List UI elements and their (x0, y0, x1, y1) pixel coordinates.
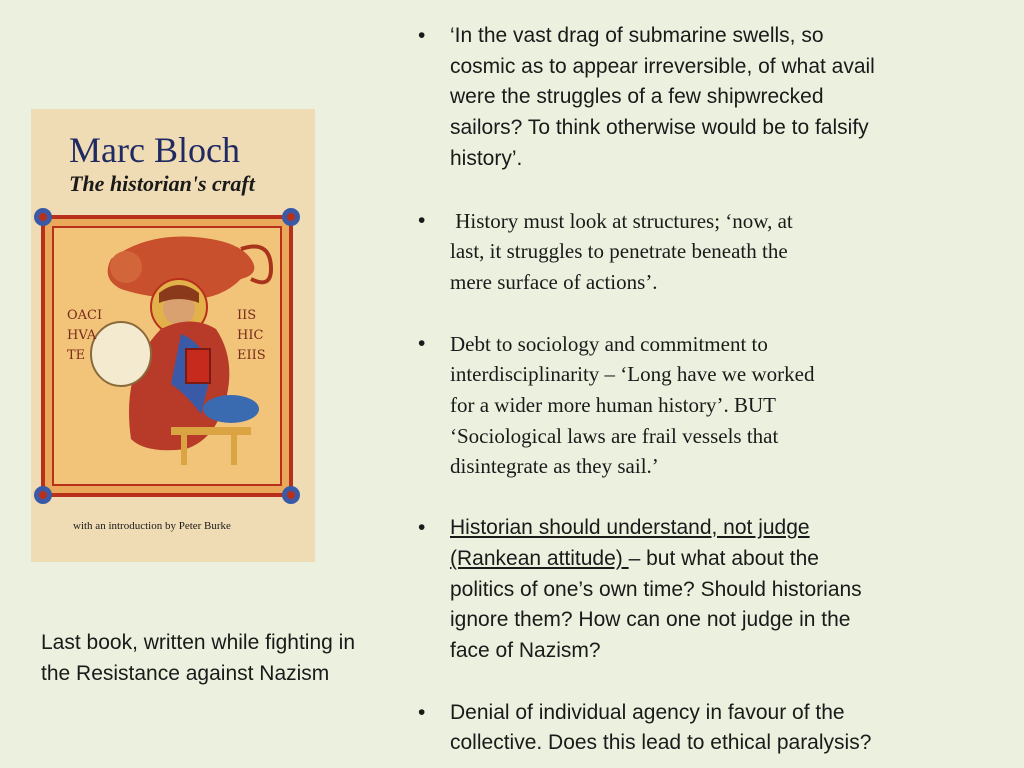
svg-text:TE: TE (67, 348, 86, 363)
bullet-3-line-3: for a wider more human history’. BUT (450, 393, 777, 418)
bullet-marker: • (418, 331, 426, 355)
bullet-3-line-2: interdisciplinarity – ‘Long have we worked (450, 362, 815, 387)
bullet-5-line-2: collective. Does this lead to ethical paralysis? (450, 731, 872, 755)
svg-text:IIS: IIS (237, 308, 257, 323)
bullet-2-line-3: mere surface of actions’. (450, 269, 658, 294)
bullet-1-line-2: cosmic as to appear irreversible, of what avail (450, 54, 875, 78)
bullet-2-line-2: last, it struggles to penetrate beneath the (450, 239, 788, 264)
bullet-1-line-3: were the struggles of a few shipwrecked (450, 85, 824, 109)
cover-author: Marc Bloch (69, 130, 240, 170)
book-cover-illustration (31, 109, 315, 562)
bullet-marker: • (418, 516, 426, 540)
bullet-1-line-4: sailors? To think otherwise would be to falsify (450, 116, 869, 140)
bullet-item (414, 206, 1014, 298)
bullet-3-line-4: ‘Sociological laws are frail vessels that (450, 423, 779, 448)
bullet-1-line-5: history’. (450, 146, 523, 170)
bullet-5-line-1: Denial of individual agency in favour of the (450, 700, 845, 724)
caption-line-2: the Resistance against Nazism (41, 662, 330, 685)
svg-text:HIC: HIC (237, 328, 264, 343)
svg-text:EIIS: EIIS (237, 348, 266, 363)
cover-title: The historian's craft (69, 171, 255, 196)
cover-subtitle: with an introduction by Peter Burke (73, 520, 231, 532)
bullet-4-underlined-1: Historian should understand, not judge (450, 516, 810, 540)
caption-line-1: Last book, written while fighting in (41, 631, 356, 654)
cover-caption (41, 627, 421, 689)
bullet-marker: • (418, 24, 426, 47)
bullet-marker: • (418, 208, 426, 232)
bullet-4-line-4: ignore them? How can one not judge in the (450, 608, 851, 632)
bullet-item (414, 513, 1014, 667)
bullet-4-underlined-2: (Rankean attitude) (450, 546, 629, 570)
bullet-4-line-3: politics of one’s own time? Should historians (450, 577, 862, 601)
bullet-marker: • (418, 700, 426, 724)
bullet-1-line-1: ‘In the vast drag of submarine swells, so (450, 24, 824, 47)
bullet-4-line-2: – but what about the (628, 546, 819, 570)
bullet-item (414, 21, 1014, 175)
bullet-item (414, 329, 1014, 483)
svg-text:OACI: OACI (67, 308, 103, 323)
bullet-list (414, 21, 1014, 759)
svg-text:HVA: HVA (67, 328, 97, 343)
book-cover (31, 109, 315, 562)
bullet-3-line-1: Debt to sociology and commitment to (450, 331, 768, 356)
bullet-4-line-5: face of Nazism? (450, 638, 601, 662)
bullet-2-line-1: History must look at structures; ‘now, at (450, 208, 793, 233)
bullet-3-line-5: disintegrate as they sail.’ (450, 454, 659, 479)
bullet-item (414, 698, 1014, 759)
